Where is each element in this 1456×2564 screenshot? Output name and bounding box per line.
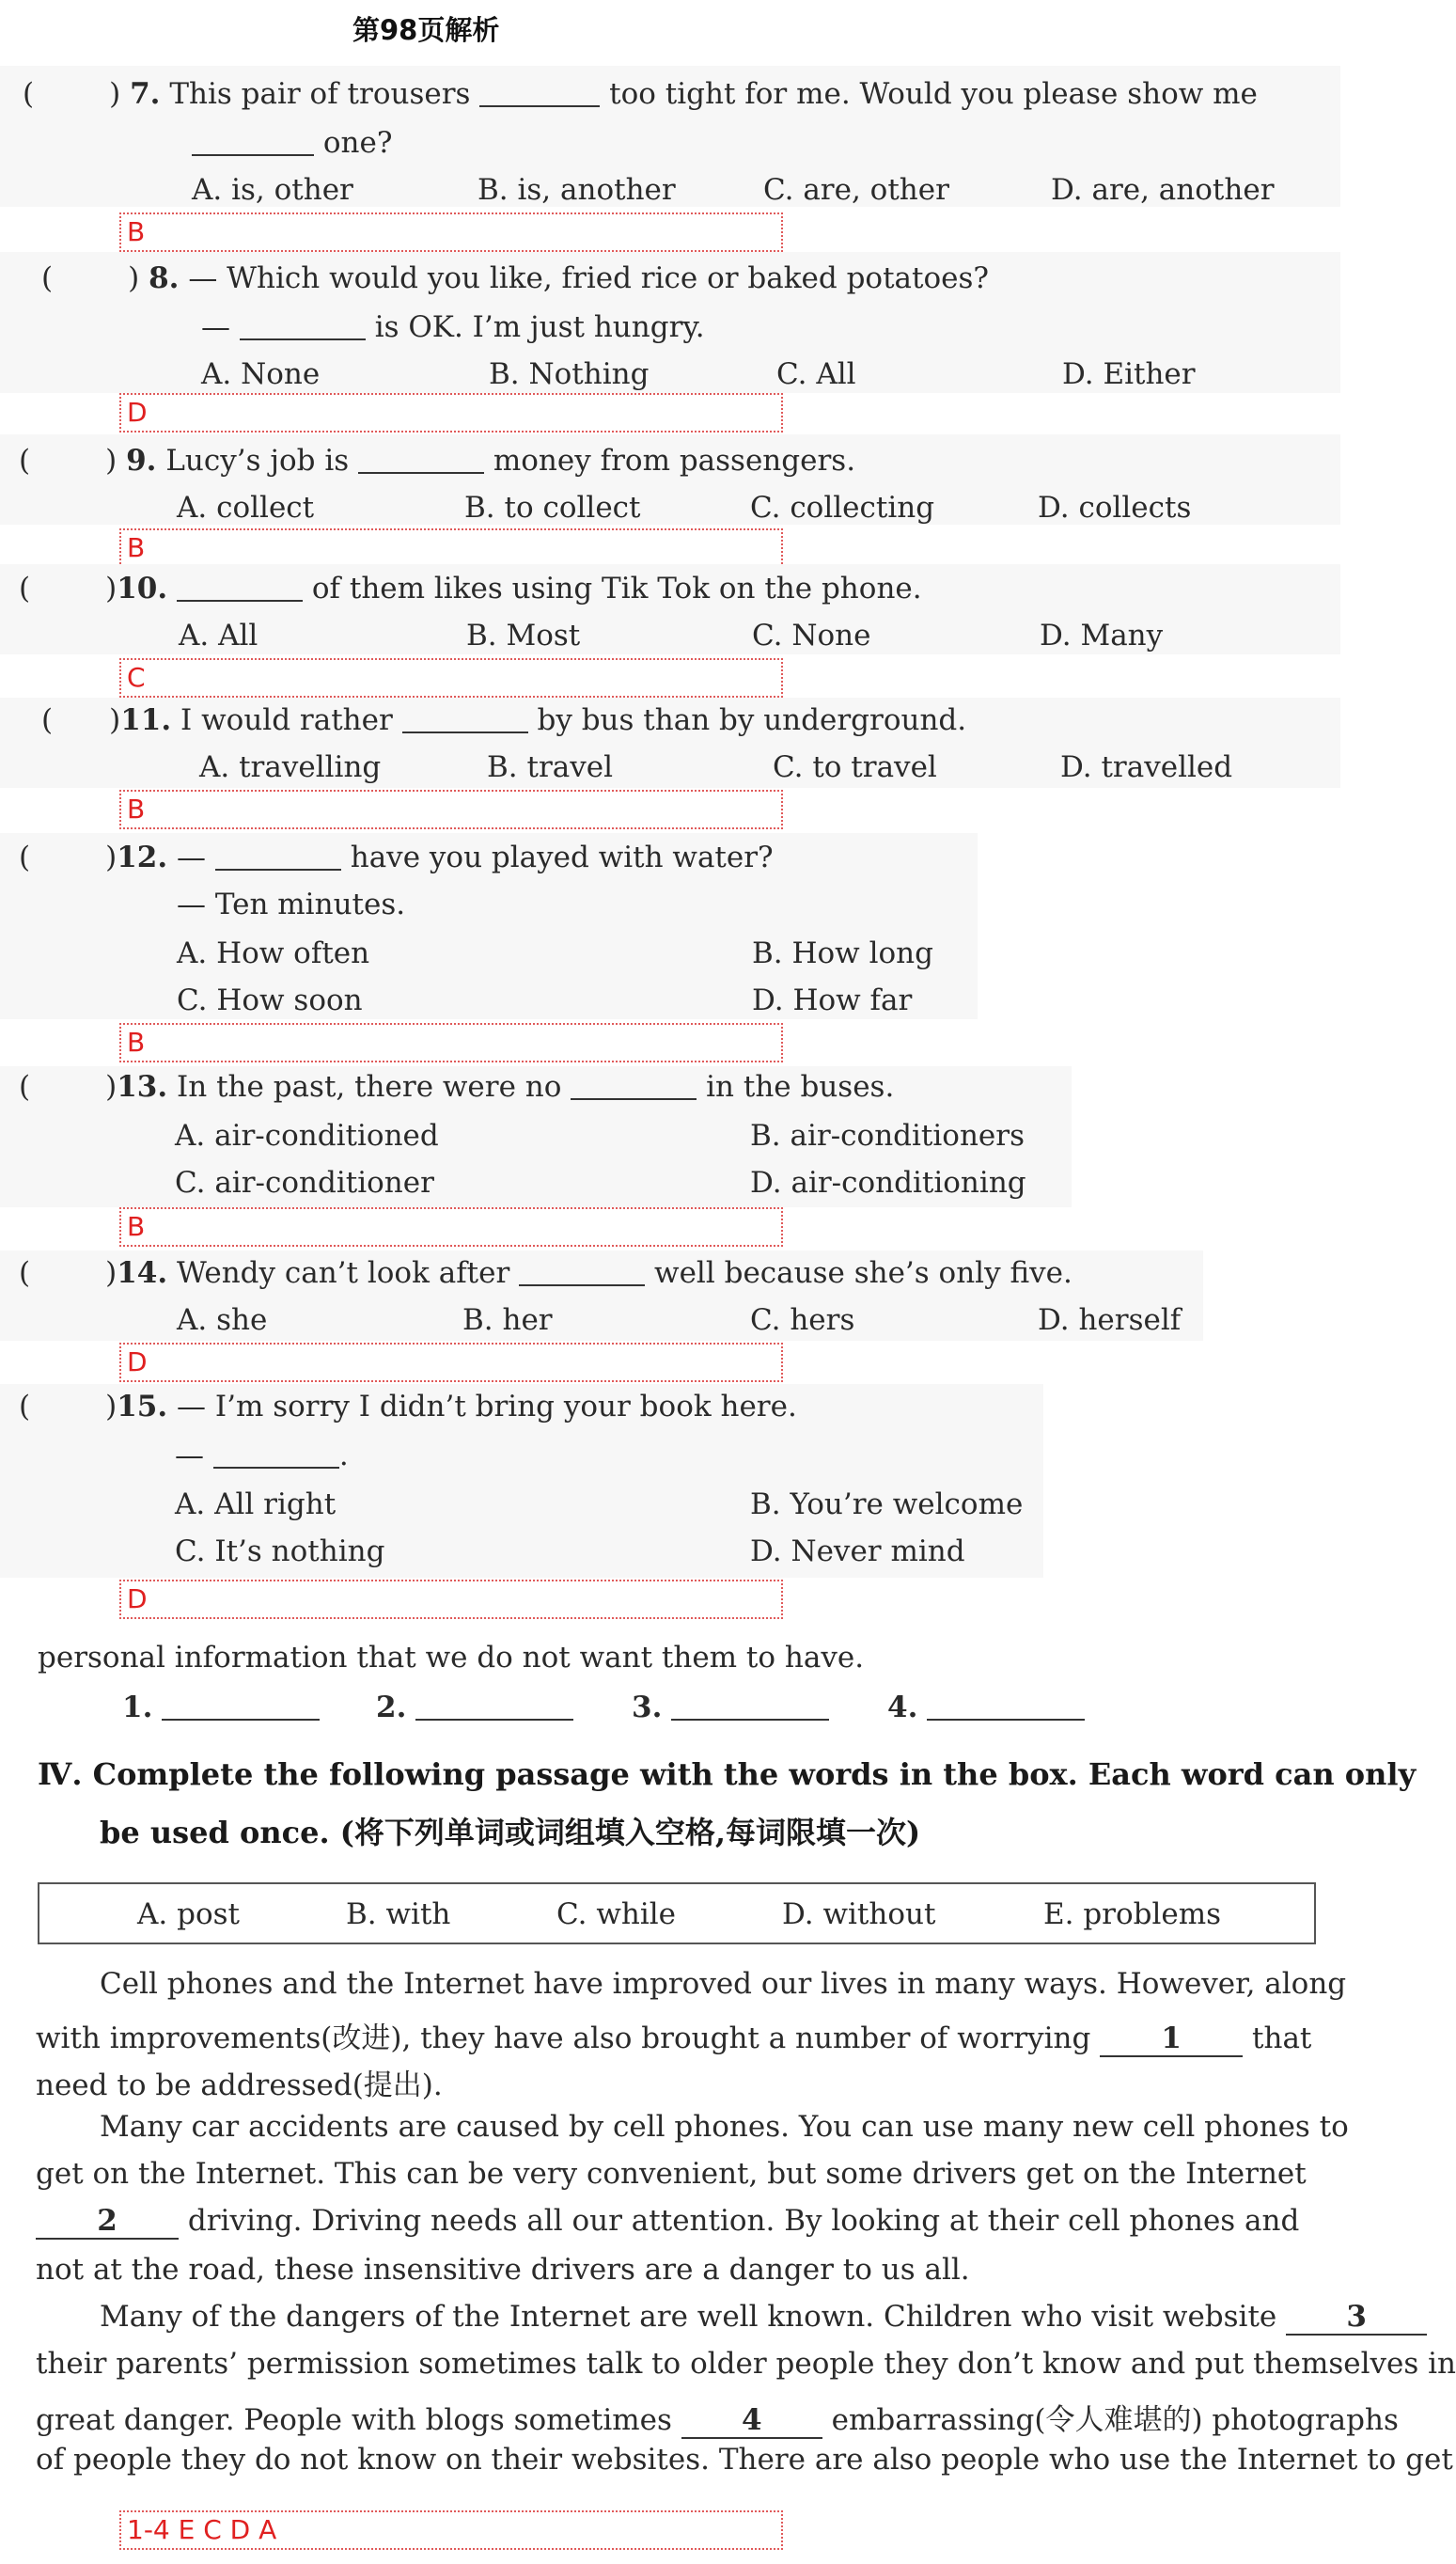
passage-p3-line1: Many of the dangers of the Internet are well known. Children who visit website 3 — [100, 2300, 1427, 2336]
q13-answer-box: B — [119, 1207, 783, 1247]
q11-option-c: C. to travel — [773, 750, 937, 784]
passage-p3-line3: great danger. People with blogs sometimes 4 embarrassing(令人难堪的) photographs — [36, 2403, 1399, 2437]
passage-p2-line2: get on the Internet. This can be very convenient, but some drivers get on the Internet — [36, 2157, 1307, 2191]
q13-option-d: D. air-conditioning — [750, 1166, 1026, 1200]
word-option-a: A. post — [137, 1897, 240, 1931]
q9-option-c: C. collecting — [750, 491, 935, 525]
word-box — [38, 1882, 1316, 1944]
q13-option-c: C. air-conditioner — [175, 1166, 434, 1200]
q7-option-b: B. is, another — [478, 173, 676, 207]
passage-p1-line1: Cell phones and the Internet have improved our lives in many ways. However, along — [100, 1967, 1347, 2001]
q10-option-b: B. Most — [466, 619, 581, 653]
q9-option-d: D. collects — [1038, 491, 1192, 525]
q7-stem-line1: ( ) 7. This pair of trousers too tight for me. Would you please show me — [23, 77, 1258, 111]
prev-passage-tail: personal information that we do not want them to have. — [38, 1641, 865, 1675]
q14-option-d: D. herself — [1038, 1303, 1182, 1337]
q12-option-d: D. How far — [752, 983, 913, 1017]
q11-answer-box: B — [119, 790, 783, 829]
q15-option-c: C. It’s nothing — [175, 1534, 385, 1568]
passage-p2-line1: Many car accidents are caused by cell phones. You can use many new cell phones to — [100, 2110, 1349, 2144]
q15-answer-box: D — [119, 1580, 783, 1619]
word-option-d: D. without — [782, 1897, 936, 1931]
q13-option-a: A. air-conditioned — [175, 1119, 439, 1153]
q12-stem-line1: ( )12. — have you played with water? — [19, 841, 774, 874]
word-option-e: E. problems — [1043, 1897, 1222, 1931]
prev-blank-2: 2. — [376, 1691, 573, 1724]
q15-stem-line2: — . — [175, 1439, 349, 1472]
q15-stem-line1: ( )15. — I’m sorry I didn’t bring your book here. — [19, 1390, 797, 1424]
q10-option-c: C. None — [752, 619, 871, 653]
q8-option-a: A. None — [201, 357, 321, 391]
q8-option-b: B. Nothing — [489, 357, 650, 391]
prev-blank-3: 3. — [632, 1691, 829, 1724]
q14-option-a: A. she — [177, 1303, 268, 1337]
q10-option-d: D. Many — [1040, 619, 1164, 653]
section-4-heading-line2: be used once. (将下列单词或词组填入空格,每词限填一次) — [100, 1815, 921, 1850]
q12-option-a: A. How often — [177, 936, 370, 970]
q11-option-b: B. travel — [487, 750, 614, 784]
passage-p3-line4: of people they do not know on their websites. There are also people who use the Internet to get — [36, 2443, 1453, 2477]
q9-answer-box: B — [119, 528, 783, 568]
q8-option-c: C. All — [776, 357, 856, 391]
passage-p1-line2: with improvements(改进), they have also brought a number of worrying 1 that — [36, 2021, 1312, 2055]
q9-option-a: A. collect — [177, 491, 315, 525]
q8-stem-line2: — is OK. I’m just hungry. — [201, 310, 705, 344]
section-4-heading-line1: Ⅳ. Complete the following passage with the words in the box. Each word can only — [38, 1756, 1417, 1792]
word-option-c: C. while — [556, 1897, 676, 1931]
q12-stem-line2: — Ten minutes. — [177, 888, 406, 921]
prev-blank-4: 4. — [887, 1691, 1085, 1724]
q8-option-d: D. Either — [1062, 357, 1196, 391]
q14-stem: ( )14. Wendy can’t look after well because she’s only five. — [19, 1256, 1072, 1290]
q15-option-a: A. All right — [175, 1487, 337, 1521]
passage-p2-line3: 2 driving. Driving needs all our attention. By looking at their cell phones and — [36, 2204, 1299, 2240]
q12-option-c: C. How soon — [177, 983, 363, 1017]
q14-option-b: B. her — [462, 1303, 553, 1337]
word-option-b: B. with — [346, 1897, 451, 1931]
q8-stem-line1: ( ) 8. — Which would you like, fried rice or baked potatoes? — [41, 261, 990, 295]
q14-answer-box: D — [119, 1343, 783, 1382]
passage-p3-line2: their parents’ permission sometimes talk to older people they don’t know and put themselves in — [36, 2347, 1456, 2381]
q12-option-b: B. How long — [752, 936, 933, 970]
q13-stem: ( )13. In the past, there were no in the buses. — [19, 1070, 895, 1104]
passage-p1-line3: need to be addressed(提出). — [36, 2069, 443, 2102]
q15-option-d: D. Never mind — [750, 1534, 965, 1568]
passage-p2-line4: not at the road, these insensitive drivers are a danger to us all. — [36, 2253, 970, 2287]
prev-blank-1: 1. — [122, 1691, 320, 1724]
q12-answer-box: B — [119, 1023, 783, 1062]
q14-option-c: C. hers — [750, 1303, 855, 1337]
q10-answer-box: C — [119, 658, 783, 698]
q7-option-a: A. is, other — [192, 173, 353, 207]
q9-option-b: B. to collect — [464, 491, 641, 525]
q10-option-a: A. All — [179, 619, 258, 653]
q10-stem: ( )10. of them likes using Tik Tok on the phone. — [19, 572, 922, 606]
q11-stem: ( )11. I would rather by bus than by underground. — [41, 703, 967, 737]
page-title: 第98页解析 — [352, 14, 500, 46]
q11-option-a: A. travelling — [199, 750, 382, 784]
final-answer-box: 1-4 E C D A — [119, 2510, 783, 2550]
q7-option-c: C. are, other — [763, 173, 949, 207]
q13-option-b: B. air-conditioners — [750, 1119, 1025, 1153]
q7-stem-line2: one? — [192, 126, 392, 160]
q15-option-b: B. You’re welcome — [750, 1487, 1024, 1521]
q7-answer-box: B — [119, 212, 783, 252]
q11-option-d: D. travelled — [1060, 750, 1233, 784]
q7-option-d: D. are, another — [1051, 173, 1275, 207]
q9-stem: ( ) 9. Lucy’s job is money from passengers. — [19, 444, 856, 478]
q8-answer-box: D — [119, 393, 783, 433]
